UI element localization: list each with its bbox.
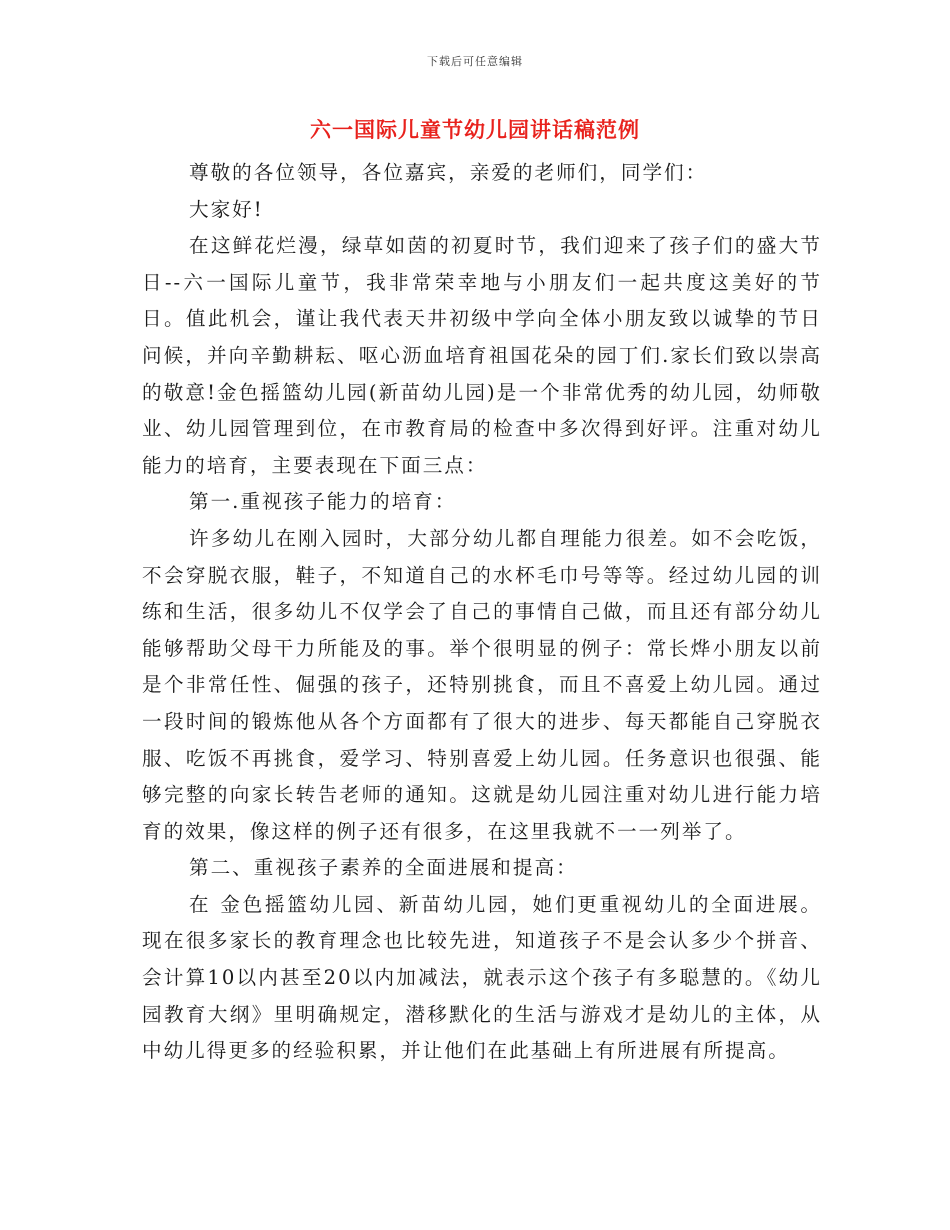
document-body — [142, 155, 822, 1070]
section-heading-1: 第一.重视孩子能力的培育： — [189, 490, 457, 514]
greeting-paragraph: 尊敬的各位领导，各位嘉宾，亲爱的老师们，同学们： — [189, 161, 708, 184]
section-1-paragraph: 许多幼儿在刚入园时，大部分幼儿都自理能力很差。如不会吃饭，不会穿脱衣服，鞋子，不知道自己的水杯毛巾号等等。经过幼儿园的训练和生活，很多幼儿不仅学会了自己的事情自己做，而且还有部分幼儿能够帮助父母干力所能及的事。举个很明显的例子：常长烨小朋友以前是个非常任性、倔强的孩子，还特别挑食，而且不喜爱上幼儿园。通过一段时间的锻炼他从各个方面都有了很大的进步、每天都能自己穿脱衣服、吃饭不再挑食，爱学习、特别喜爱上幼儿园。任务意识也很强、能够完整的向家长转告老师的通知。这就是幼儿园注重对幼儿进行能力培育的效果，像这样的例子还有很多，在这里我就不一一列举了。 — [142, 526, 822, 843]
salutation-paragraph: 大家好! — [189, 197, 264, 221]
page-title: 六一国际儿童节幼儿园讲话稿范例 — [310, 118, 640, 142]
section-heading-2: 第二、重视孩子素养的全面进展和提高： — [189, 856, 578, 880]
intro-paragraph: 在这鲜花烂漫，绿草如茵的初夏时节，我们迎来了孩子们的盛大节日--六一国际儿童节，我非常荣幸地与小朋友们一起共度这美好的节日。值此机会，谨让我代表天井初级中学向全体小朋友致以诚挚的节日问候，并向辛勤耕耘、呕心沥血培育祖国花朵的园丁们.家长们致以崇高的敬意!金色摇篮幼儿园(新苗幼儿园)是一个非常优秀的幼儿园，幼师敬业、幼儿园管理到位，在市教育局的检查中多次得到好评。注重对幼儿能力的培育，主要表现在下面三点： — [142, 234, 822, 477]
section-2-paragraph: 在 金色摇篮幼儿园、新苗幼儿园，她们更重视幼儿的全面进展。现在很多家长的教育理念也比较先进，知道孩子不是会认多少个拼音、会计算10以内甚至20以内加减法，就表示这个孩子有多聪慧的。《幼儿园教育大纲》里明确规定，潜移默化的生活与游戏才是幼儿的主体，从中幼儿得更多的经验积累，并让他们在此基础上有所进展有所提高。 — [142, 892, 822, 1063]
header-note: 下载后可任意编辑 — [427, 55, 523, 68]
